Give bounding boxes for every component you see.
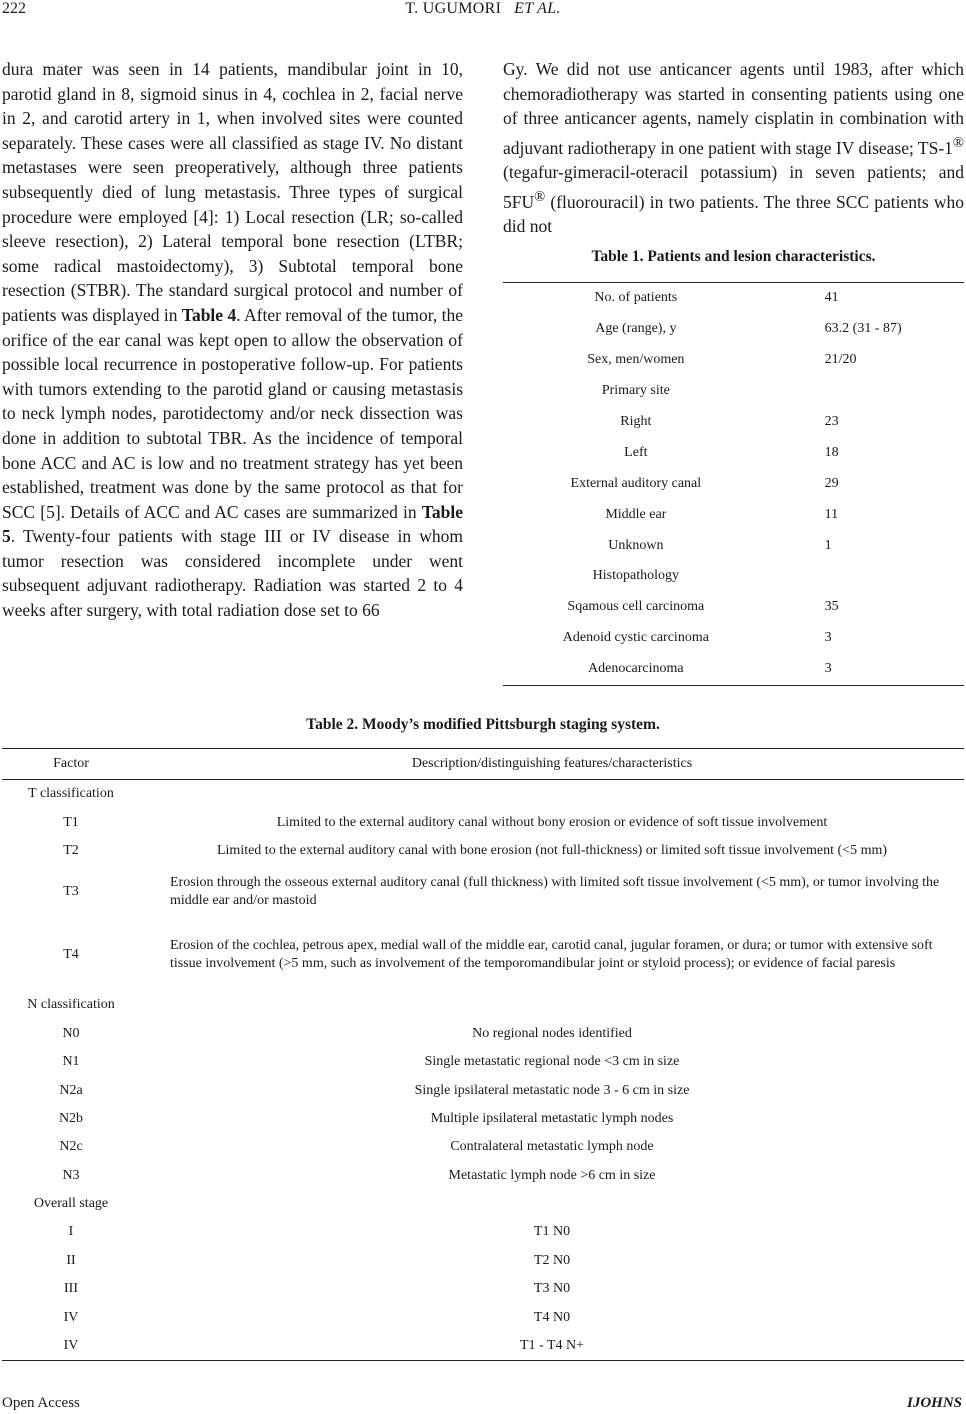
factor-cell: N2b bbox=[58, 1110, 84, 1126]
description-cell bbox=[140, 780, 964, 809]
row-label: Left bbox=[624, 444, 648, 460]
row-value: 35 bbox=[824, 599, 839, 615]
text-run: dura mater was seen in 14 patients, mandibular joint in 10, parotid gland in 8, sigmoid sinus in 4, cochlea in 2, facial nerve in 2, and carotid artery in 1, when involved sites were counted separately. These cases were all classified as stage IV. No distant metastases were seen preoperatively, although three patients subsequently died of lung metastasis. Three types of surgical procedure were employed [4]: 1) Local resection (LR; so-called sleeve resection), 2) Lateral temporal bone resection (LTBR; some radical mastoidectomy), 3) Subtotal temporal bone resection (STBR). The standard surgical protocol and number of patients was displayed in bbox=[2, 59, 463, 325]
description-cell: Metastatic lymph node >6 cm in size bbox=[448, 1167, 656, 1183]
description-cell: T1 - T4 N+ bbox=[140, 1332, 964, 1361]
table-row bbox=[2, 780, 964, 809]
running-head bbox=[0, 0, 966, 18]
row-label: External auditory canal bbox=[570, 475, 702, 491]
description-cell: Erosion through the osseous external auditory canal (full thickness) with limited soft tissue involvement (<5 mm), or tumor involving the middle ear and/or mastoid bbox=[170, 875, 940, 909]
table-row bbox=[2, 837, 964, 865]
footer-journal: IJOHNS bbox=[906, 1395, 962, 1411]
row-value: 23 bbox=[824, 414, 839, 429]
row-label: Histopathology bbox=[592, 568, 679, 584]
factor-cell: T3 bbox=[63, 884, 79, 900]
page-number: 222 bbox=[2, 0, 26, 17]
page-header bbox=[0, 0, 966, 22]
description-cell: Contralateral metastatic lymph node bbox=[450, 1139, 654, 1155]
factor-cell: N2a bbox=[59, 1082, 83, 1098]
table-row bbox=[2, 1247, 964, 1275]
row-label: Age (range), y bbox=[595, 321, 677, 337]
table-row bbox=[2, 1190, 964, 1218]
table-row bbox=[2, 1303, 964, 1331]
table-row bbox=[503, 407, 964, 438]
factor-cell: N1 bbox=[62, 1054, 80, 1070]
table-row bbox=[503, 499, 964, 530]
row-value: 29 bbox=[824, 475, 839, 491]
column-header-factor: Factor bbox=[2, 749, 140, 780]
table-row bbox=[503, 437, 964, 468]
row-label: Sqamous cell carcinoma bbox=[567, 599, 705, 615]
description-cell: No regional nodes identified bbox=[472, 1025, 632, 1041]
table-row bbox=[2, 1020, 964, 1048]
table-4-reference: Table 4 bbox=[181, 304, 237, 325]
table-row bbox=[503, 592, 964, 623]
row-value: 18 bbox=[824, 444, 839, 460]
footer-open-access: Open Access bbox=[2, 1395, 80, 1411]
running-head-et-al: ET AL. bbox=[514, 0, 561, 17]
description-cell: T1 N0 bbox=[533, 1224, 571, 1240]
table-row bbox=[503, 654, 964, 685]
factor-cell: N3 bbox=[62, 1167, 80, 1183]
factor-cell: T classification bbox=[28, 786, 114, 802]
row-value bbox=[769, 561, 964, 592]
table-header-row bbox=[2, 749, 964, 780]
table-row bbox=[503, 561, 964, 592]
row-value: 63.2 (31 - 87) bbox=[824, 321, 902, 337]
row-value: 3 bbox=[824, 630, 832, 646]
factor-cell: Overall stage bbox=[33, 1196, 109, 1212]
factor-cell: IV bbox=[2, 1332, 140, 1361]
table-row bbox=[2, 1133, 964, 1161]
text-run: . After removal of the tumor, the orifice of the ear canal was kept open to allow the observation of possible local recurrence in postoperative follow-up. For patients with tumors extending to the parotid gland or causing metastasis to neck lymph nodes, parotidectomy and/or neck dissection was done in addition to subtotal TBR. As the incidence of temporal bone ACC and AC is low and no treatment strategy has yet been established, treatment was done by the same protocol as that for SCC [5]. Details of ACC and AC cases are summarized in bbox=[2, 304, 464, 522]
row-value: 11 bbox=[824, 506, 839, 522]
table-1-caption: Table 1. Patients and lesion characteristics. bbox=[591, 248, 876, 265]
table-row bbox=[2, 991, 964, 1019]
description-cell bbox=[140, 1190, 964, 1218]
table-2 bbox=[2, 748, 964, 1361]
factor-cell: III bbox=[64, 1281, 78, 1297]
text-run: (fluorouracil) in two patients. The three SCC patients who did not bbox=[503, 191, 964, 237]
row-value: 21/20 bbox=[824, 352, 857, 368]
factor-cell: T2 bbox=[63, 842, 79, 858]
table-row bbox=[503, 345, 964, 376]
description-cell: T3 N0 bbox=[533, 1281, 571, 1297]
table-1 bbox=[503, 282, 964, 686]
row-value bbox=[769, 376, 964, 407]
table-row bbox=[2, 1332, 964, 1361]
registered-mark: ® bbox=[534, 188, 546, 205]
row-value: 1 bbox=[824, 537, 832, 553]
description-cell: Single metastatic regional node <3 cm in size bbox=[424, 1054, 680, 1070]
row-label: Right bbox=[620, 414, 652, 429]
table-5-reference: Table 5 bbox=[2, 501, 463, 547]
factor-cell: N0 bbox=[62, 1025, 80, 1041]
factor-cell: T4 bbox=[63, 947, 79, 963]
description-cell: Erosion of the cochlea, petrous apex, medial wall of the middle ear, carotid canal, jugular foramen, or dura; or tumor with extensive soft tissue involvement (>5 mm, such as involvement of the temporomandibular joint or styloid process); or evidence of facial paresis bbox=[170, 938, 933, 972]
factor-cell: N2c bbox=[59, 1139, 83, 1155]
description-cell: Single ipsilateral metastatic node 3 - 6 cm in size bbox=[414, 1082, 690, 1098]
right-column-text bbox=[503, 57, 964, 239]
table-row bbox=[503, 283, 964, 314]
text-run: . Twenty-four patients with stage III or IV disease in whom tumor resection was considered incomplete under went subsequent adjuvant radiotherapy. Radiation was started 2 to 4 weeks after surgery, with total radiation dose set to 66 bbox=[2, 526, 463, 621]
table-row bbox=[2, 1162, 964, 1190]
description-cell: Multiple ipsilateral metastatic lymph nodes bbox=[430, 1110, 674, 1126]
table-row bbox=[2, 1076, 964, 1104]
table-row bbox=[503, 468, 964, 499]
table-row bbox=[503, 530, 964, 561]
table-row bbox=[2, 919, 964, 991]
table-row bbox=[503, 314, 964, 345]
description-cell: Limited to the external auditory canal with bone erosion (not full-thickness) or limited soft tissue involvement (<5 mm) bbox=[216, 842, 888, 858]
left-column-text bbox=[2, 57, 463, 623]
body-paragraph bbox=[503, 57, 964, 239]
description-cell: Limited to the external auditory canal without bony erosion or evidence of soft tissue involvement bbox=[276, 814, 828, 830]
description-cell bbox=[140, 991, 964, 1019]
description-cell: T4 N0 bbox=[533, 1309, 571, 1325]
table-2-caption: Table 2. Moody’s modified Pittsburgh staging system. bbox=[306, 716, 660, 733]
factor-cell: I bbox=[68, 1224, 74, 1240]
factor-cell: II bbox=[66, 1252, 76, 1268]
text-run: (tegafur-gimeracil-oteracil potassium) in seven patients; and 5FU bbox=[503, 162, 964, 212]
registered-mark: ® bbox=[952, 134, 964, 151]
row-label: Adenocarcinoma bbox=[588, 661, 684, 677]
table-row bbox=[2, 1275, 964, 1303]
table-row bbox=[2, 865, 964, 919]
row-value: 41 bbox=[824, 290, 839, 306]
row-value: 3 bbox=[824, 661, 832, 677]
row-label: Adenoid cystic carcinoma bbox=[562, 630, 709, 646]
text-run: Gy. We did not use anticancer agents until 1983, after which chemoradiotherapy was started in consenting patients using one of three anticancer agents, namely cisplatin in combination with adjuvant radiotherapy in one patient with stage IV disease; TS-1 bbox=[503, 59, 964, 158]
table-row bbox=[503, 623, 964, 654]
row-label: Middle ear bbox=[605, 506, 667, 522]
description-cell: T2 N0 bbox=[533, 1252, 571, 1268]
row-label: No. of patients bbox=[594, 290, 678, 306]
table-row bbox=[2, 1218, 964, 1246]
column-header-description: Description/distinguishing features/characteristics bbox=[140, 749, 964, 780]
row-label: Primary site bbox=[601, 383, 670, 399]
body-paragraph bbox=[2, 57, 463, 623]
table-row bbox=[2, 1105, 964, 1133]
row-label: Unknown bbox=[608, 537, 664, 553]
table-row bbox=[503, 376, 964, 407]
table-row bbox=[2, 1048, 964, 1076]
factor-cell: IV bbox=[63, 1309, 79, 1325]
running-head-author: T. UGUMORI bbox=[405, 0, 502, 17]
factor-cell: T1 bbox=[63, 814, 79, 830]
factor-cell: N classification bbox=[27, 997, 115, 1013]
table-row bbox=[2, 808, 964, 836]
row-label: Sex, men/women bbox=[587, 352, 685, 368]
